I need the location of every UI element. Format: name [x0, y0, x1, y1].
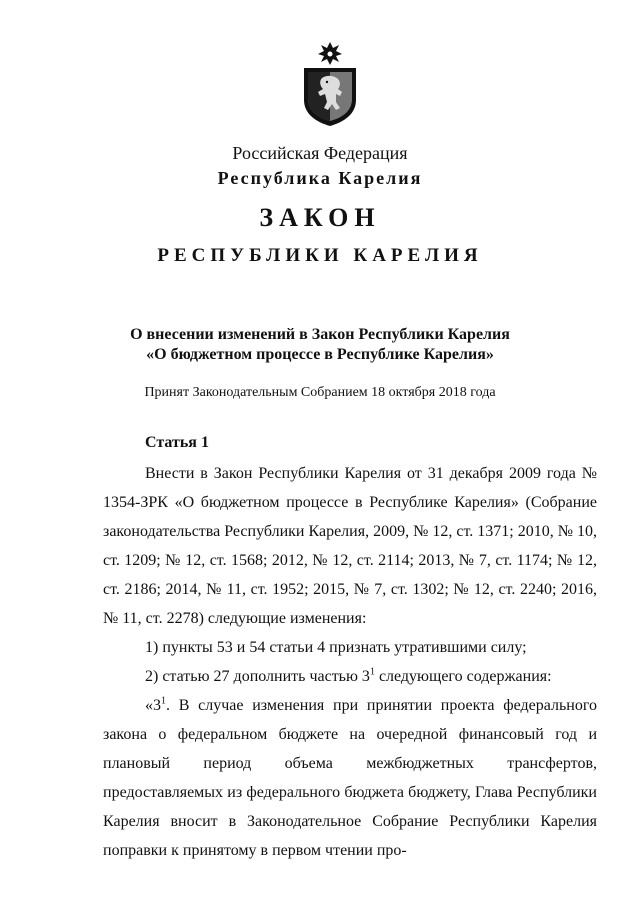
item-2-text: 2) статью 27 дополнить частью 3	[145, 668, 370, 685]
subject-line-2: «О бюджетном процессе в Республике Карелия»	[146, 346, 494, 363]
article-heading: Статья 1	[145, 434, 209, 451]
law-title: ЗАКОН	[259, 203, 381, 232]
subject-line-1: О внесении изменений в Закон Республики Карелия	[130, 326, 510, 343]
country-name: Российская Федерация	[232, 143, 408, 163]
article-body	[103, 459, 597, 865]
coat-of-arms-emblem	[300, 42, 360, 126]
item-2-text-end: следующего содержания:	[374, 668, 552, 685]
article-item-1: 1) пункты 53 и 54 статьи 4 признать утратившими силу;	[145, 639, 527, 656]
quoted-paragraph	[103, 691, 597, 865]
quote-superscript: 1	[161, 695, 166, 707]
adoption-note: Принят Законодательным Собранием 18 октября 2018 года	[144, 385, 496, 400]
law-subtitle: РЕСПУБЛИКИ КАРЕЛИЯ	[157, 245, 483, 266]
article-intro-paragraph: Внести в Закон Республики Карелия от 31 декабря 2009 года № 1354-ЗРК «О бюджетном процессе в Республике Карелия» (Собрание законодательства Республики Карелия, 2009, № 12, ст. 1371; 2010, № 10, ст. 1209; № 12, ст. 1568; 2012, № 12, ст. 2114; 2013, № 7, ст. 1174; № 12, ст. 2186; 2014, № 11, ст. 1952; 2015, № 7, ст. 1302; № 12, ст. 2240; 2016, № 11, ст. 2278) следующие изменения:	[103, 465, 597, 627]
quote-start: «3	[145, 697, 161, 714]
republic-name: Республика Карелия	[217, 168, 423, 188]
item-2-superscript: 1	[369, 666, 375, 678]
law-subject	[0, 325, 640, 365]
article-item-2	[103, 662, 597, 691]
quote-text: . В случае изменения при принятии проекта федерального закона о федеральном бюджете на очередной финансовый год и плановый период объема межбюджетных трансфертов, предоставляемых из федерального бюджета бюджету, Глава Республики Карелия вносит в Законодательное Собрание Республики Карелия поправки к принятому в первом чтении про-	[103, 697, 597, 859]
